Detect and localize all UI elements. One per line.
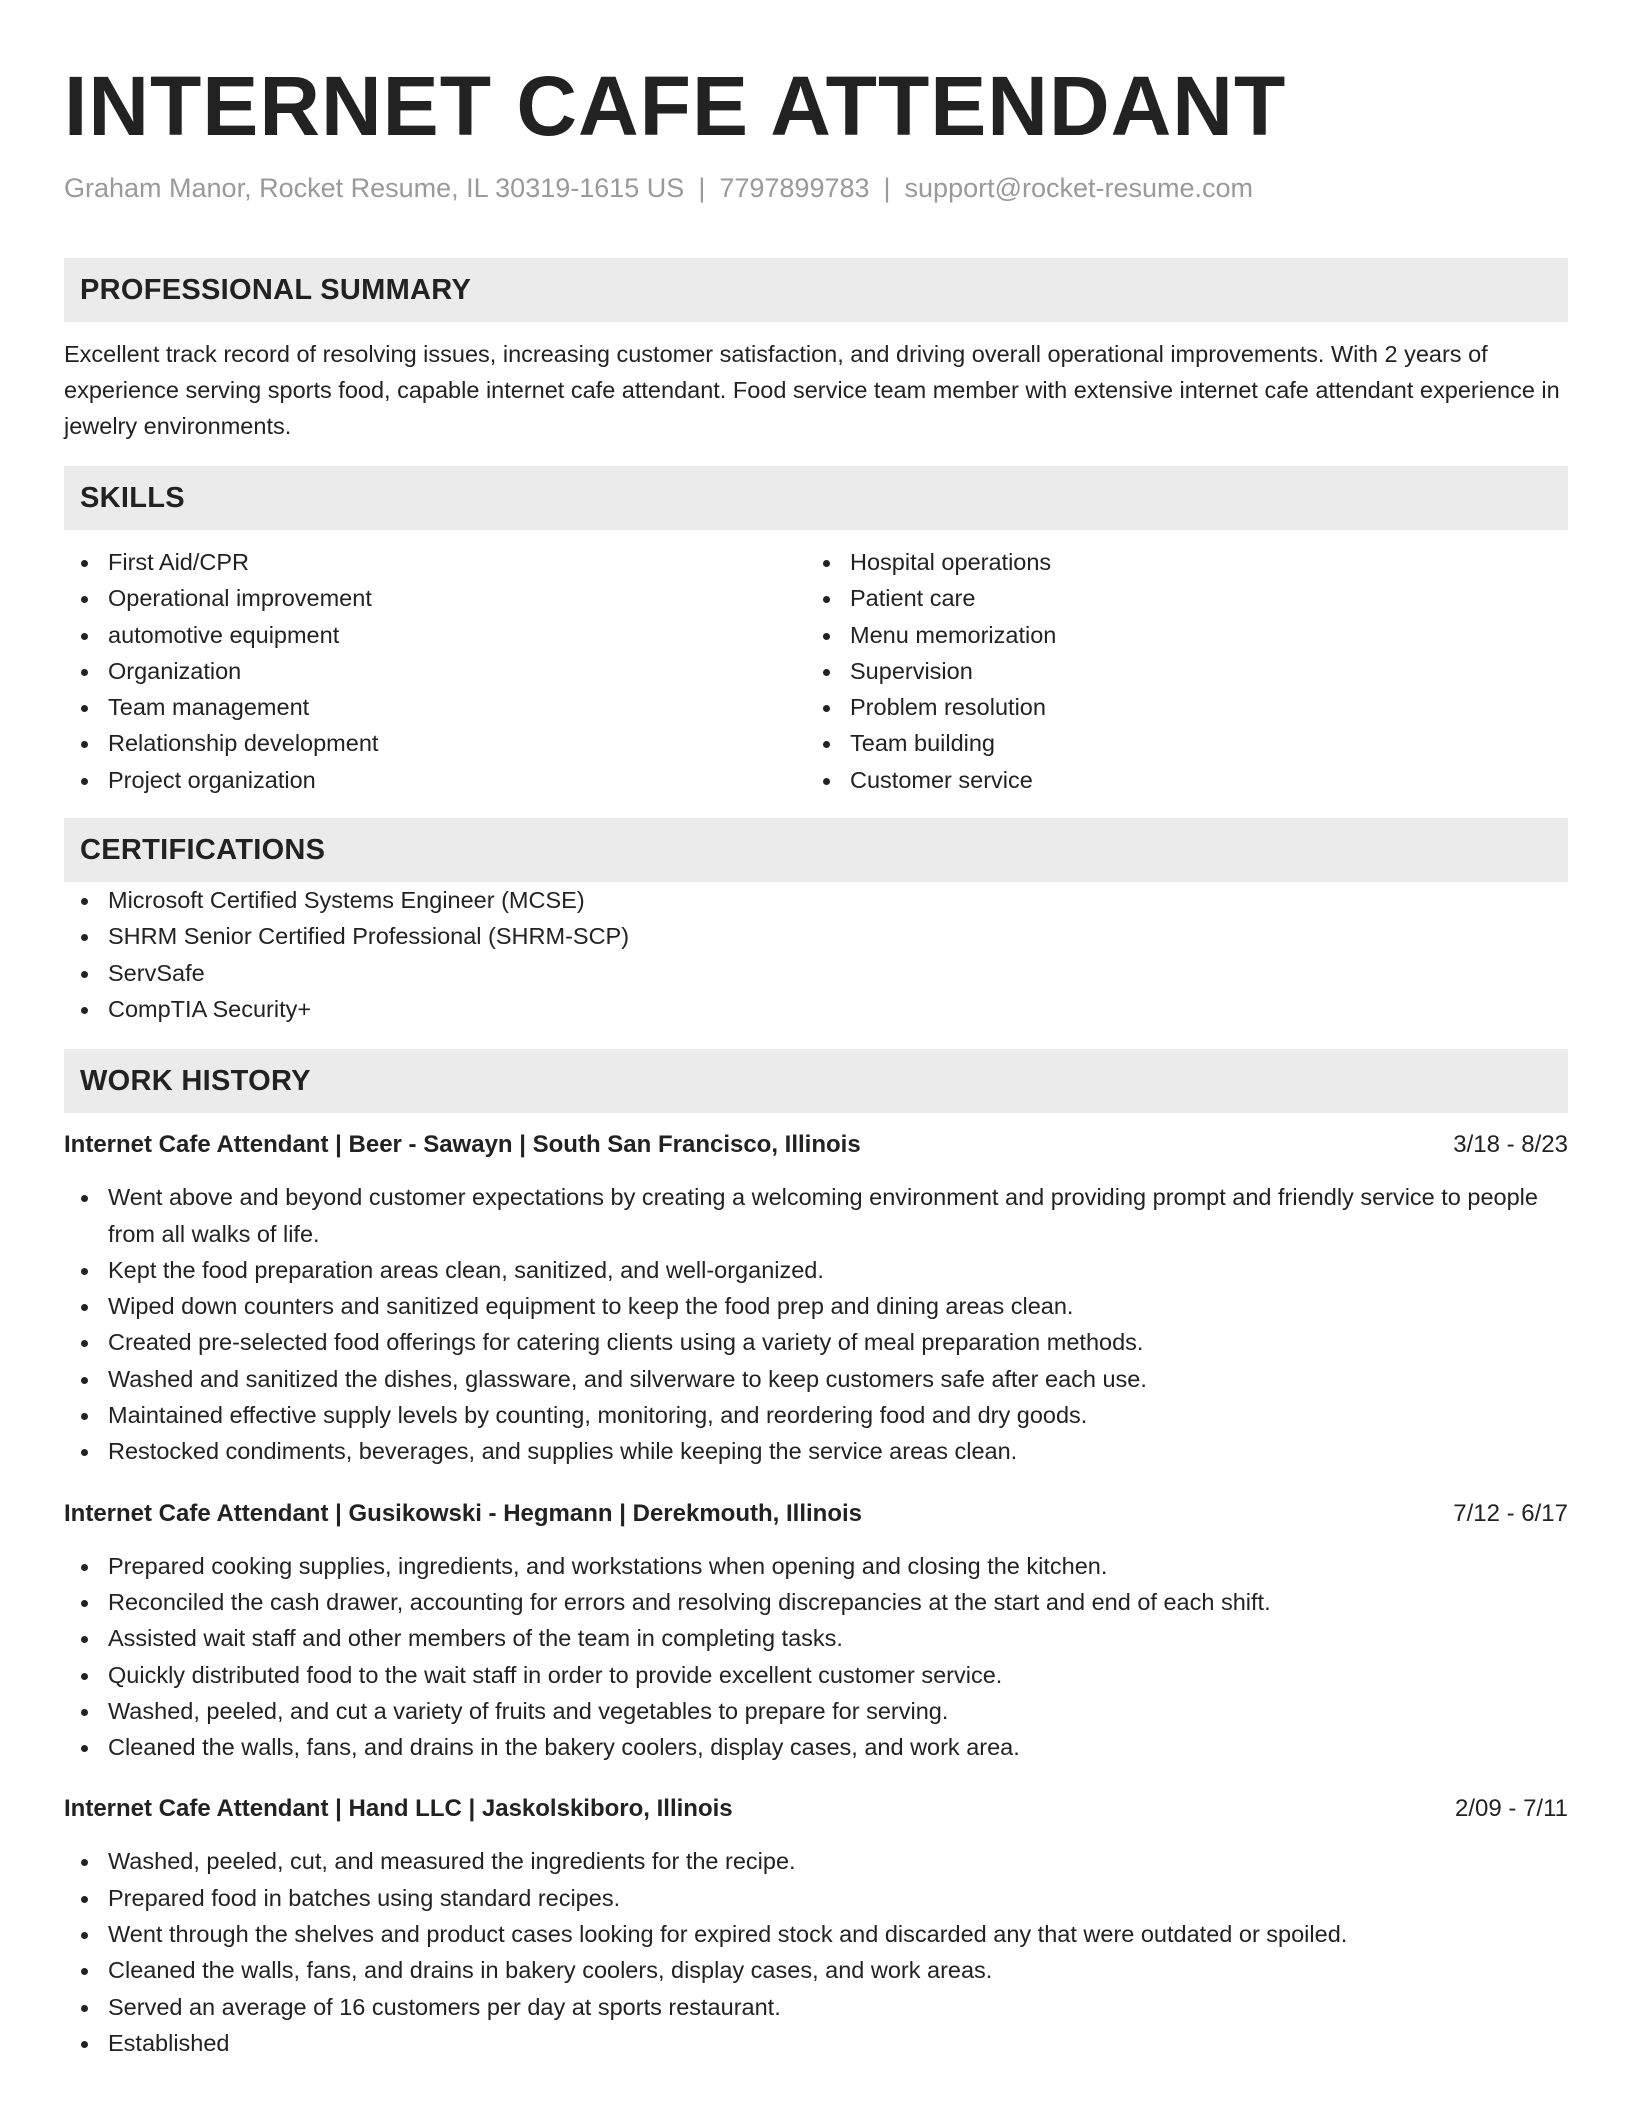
certifications-list xyxy=(64,882,1568,1027)
job-entry xyxy=(64,1496,1568,1766)
job-bullets xyxy=(64,1179,1568,1469)
job-bullet: Served an average of 16 customers per day at sports restaurant. xyxy=(64,1989,1568,2025)
certification-item: SHRM Senior Certified Professional (SHRM-SCP) xyxy=(64,918,1568,954)
skill-item: Hospital operations xyxy=(806,544,1548,580)
certifications-heading: CERTIFICATIONS xyxy=(64,818,1568,882)
skills-list-left xyxy=(64,544,806,798)
skill-item: Team building xyxy=(806,725,1548,761)
job-dates: 3/18 - 8/23 xyxy=(1453,1131,1568,1159)
skill-item: Menu memorization xyxy=(806,617,1548,653)
job-bullet: Reconciled the cash drawer, accounting for errors and resolving discrepancies at the start and end of each shift. xyxy=(64,1584,1568,1620)
job-bullets xyxy=(64,1843,1568,2061)
job-bullet: Cleaned the walls, fans, and drains in bakery coolers, display cases, and work areas. xyxy=(64,1952,1568,1988)
skills-list-right xyxy=(806,544,1548,798)
contact-line xyxy=(64,170,1568,206)
job-bullet: Washed, peeled, cut, and measured the ingredients for the recipe. xyxy=(64,1843,1568,1879)
job-bullet: Created pre-selected food offerings for catering clients using a variety of meal preparation methods. xyxy=(64,1324,1568,1360)
skills-column-left xyxy=(64,544,806,798)
job-bullet: Kept the food preparation areas clean, sanitized, and well-organized. xyxy=(64,1252,1568,1288)
job-dates: 7/12 - 6/17 xyxy=(1453,1499,1568,1527)
skill-item: Team management xyxy=(64,689,806,725)
job-bullet: Established xyxy=(64,2025,1568,2061)
summary-heading: PROFESSIONAL SUMMARY xyxy=(64,258,1568,322)
job-bullet: Quickly distributed food to the wait staff in order to provide excellent customer service. xyxy=(64,1657,1568,1693)
job-title: Internet Cafe Attendant | Beer - Sawayn | South San Francisco, Illinois xyxy=(64,1131,861,1159)
job-title: Internet Cafe Attendant | Hand LLC | Jaskolskiboro, Illinois xyxy=(64,1795,733,1823)
job-bullet: Went through the shelves and product cases looking for expired stock and discarded any that were outdated or spoiled. xyxy=(64,1916,1568,1952)
contact-separator: | xyxy=(698,173,706,203)
job-bullet: Washed, peeled, and cut a variety of fruits and vegetables to prepare for serving. xyxy=(64,1693,1568,1729)
skill-item: First Aid/CPR xyxy=(64,544,806,580)
skill-item: Operational improvement xyxy=(64,580,806,616)
skill-item: Project organization xyxy=(64,762,806,798)
skill-item: automotive equipment xyxy=(64,617,806,653)
job-bullet: Prepared cooking supplies, ingredients, and workstations when opening and closing the kitchen. xyxy=(64,1548,1568,1584)
job-bullet: Went above and beyond customer expectations by creating a welcoming environment and providing prompt and friendly service to people from all walks of life. xyxy=(64,1179,1568,1252)
job-header xyxy=(64,1127,1568,1163)
work-history-heading: WORK HISTORY xyxy=(64,1049,1568,1113)
skill-item: Organization xyxy=(64,653,806,689)
contact-address: Graham Manor, Rocket Resume, IL 30319-1615 US xyxy=(64,173,685,203)
job-dates: 2/09 - 7/11 xyxy=(1455,1795,1568,1823)
job-entry xyxy=(64,1791,1568,2061)
summary-text: Excellent track record of resolving issues, increasing customer satisfaction, and driving overall operational improvements. With 2 years of experience serving sports food, capable internet cafe attendant. Food service team member with extensive internet cafe attendant experience in jewelry environments. xyxy=(64,341,1560,439)
skill-item: Supervision xyxy=(806,653,1548,689)
certification-item: ServSafe xyxy=(64,955,1568,991)
job-bullet: Maintained effective supply levels by counting, monitoring, and reordering food and dry goods. xyxy=(64,1397,1568,1433)
job-header xyxy=(64,1791,1568,1827)
job-bullets xyxy=(64,1548,1568,1766)
skill-item: Patient care xyxy=(806,580,1548,616)
skills-column-right xyxy=(806,544,1548,798)
skills-columns xyxy=(64,544,1568,798)
job-header xyxy=(64,1496,1568,1532)
job-bullet: Restocked condiments, beverages, and supplies while keeping the service areas clean. xyxy=(64,1433,1568,1469)
skill-item: Relationship development xyxy=(64,725,806,761)
job-title: Internet Cafe Attendant | Gusikowski - Hegmann | Derekmouth, Illinois xyxy=(64,1499,862,1527)
resume-page xyxy=(64,0,1568,2061)
contact-separator: | xyxy=(883,173,891,203)
job-bullet: Washed and sanitized the dishes, glassware, and silverware to keep customers safe after each use. xyxy=(64,1361,1568,1397)
skill-item: Customer service xyxy=(806,762,1548,798)
certification-item: CompTIA Security+ xyxy=(64,991,1568,1027)
contact-email: support@rocket-resume.com xyxy=(904,173,1254,203)
skill-item: Problem resolution xyxy=(806,689,1548,725)
job-bullet: Wiped down counters and sanitized equipment to keep the food prep and dining areas clean. xyxy=(64,1288,1568,1324)
job-bullet: Assisted wait staff and other members of the team in completing tasks. xyxy=(64,1620,1568,1656)
resume-name: INTERNET CAFE ATTENDANT xyxy=(64,59,1287,153)
contact-phone: 7797899783 xyxy=(719,173,870,203)
job-bullet: Cleaned the walls, fans, and drains in the bakery coolers, display cases, and work area. xyxy=(64,1729,1568,1765)
certification-item: Microsoft Certified Systems Engineer (MCSE) xyxy=(64,882,1568,918)
skills-heading: SKILLS xyxy=(64,466,1568,530)
job-bullet: Prepared food in batches using standard recipes. xyxy=(64,1880,1568,1916)
job-entry xyxy=(64,1127,1568,1469)
